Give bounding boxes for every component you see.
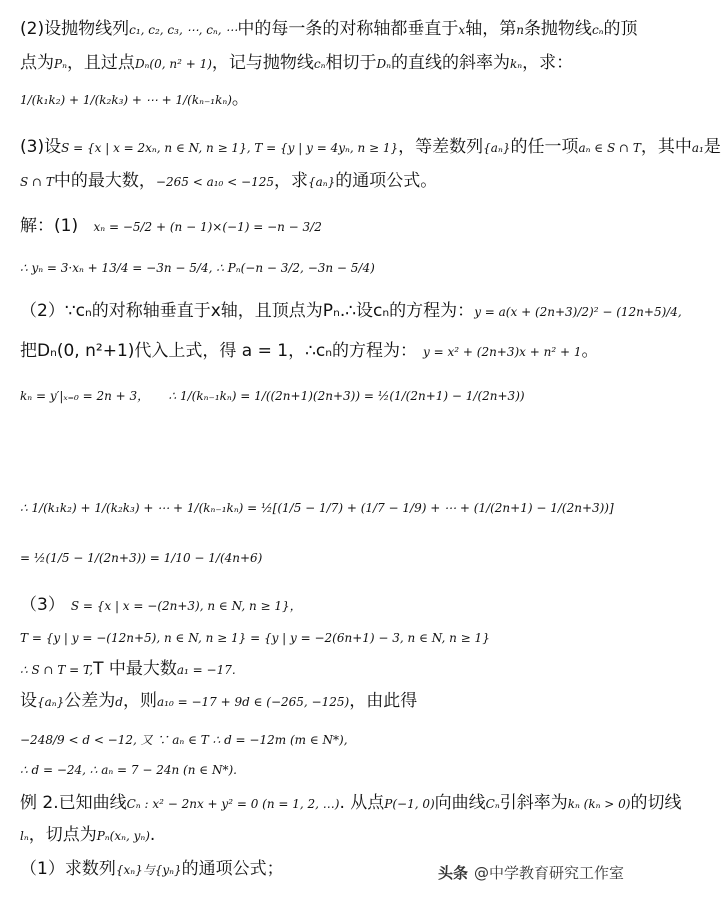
text: 是 [703,137,721,157]
text: 公差为 [64,691,116,711]
text: 引斜率为 [499,793,568,813]
var-dn: Dₙ [376,57,391,71]
solution-2-line-1 [20,300,682,323]
var-kn: kₙ (kₙ > 0) [567,797,631,811]
solution-3-line-5 [20,728,348,751]
problem-2-line-2 [20,52,573,75]
problem-3-line-2 [20,170,437,193]
sum-result: = ½(1/5 − 1/(2n+3)) = 1/10 − 1/(4n+6) [20,551,263,565]
example-2-question-1 [20,858,284,881]
sum-expression: 1/(k₁k₂) + 1/(k₂k₃) + ⋯ + 1/(kₙ₋₁kₙ) [20,93,232,107]
set-definitions: S = {x | x = 2xₙ, n ∈ N, n ≥ 1}, T = {y | y = 4yₙ, n ≥ 1} [61,141,399,155]
var-n: n [516,23,524,37]
watermark-account: @中学教育研究工作室 [473,864,624,882]
set-s: S = {x | x = −(2n+3), n ∈ N, n ≥ 1}， [70,599,302,613]
kn-fraction: ∴ 1/(kₙ₋₁kₙ) = 1/((2n+1)(2n+3)) = ½(1/(2n+1) − 1/(2n+3)) [168,389,525,403]
text: 的通项公式。 [335,171,438,191]
intersection: S ∩ T [20,175,54,189]
text: 的顶 [603,19,638,39]
solution-1-line-1 [20,215,322,238]
solution-label: 解：(1) [20,216,79,236]
text: 点为 [20,53,54,73]
solution-3-line-4 [20,690,417,713]
problem-3-line-1 [20,136,721,159]
var-ln: lₙ [20,829,29,843]
d-range: −248/9 < d < −12, 又 ∵ aₙ ∈ T ∴ d = −12m (m ∈ N*), [20,733,348,747]
sequence-an: {aₙ} [307,175,336,189]
solution-3-line-2 [20,626,490,649]
text: ，其中 [640,137,692,157]
solution-2-line-3 [20,384,525,407]
a10-range: −265 < a₁₀ < −125 [155,175,274,189]
sequence-an: {aₙ} [37,695,65,709]
text: T 中最大数 [93,659,177,679]
watermark [438,862,624,883]
text: 。 [231,89,249,109]
yn-formula: ∴ yₙ = 3·xₙ + 13/4 = −3n − 5/4, ∴ Pₙ(−n − 3/2, −3n − 5/4) [20,261,375,275]
text: 条抛物线 [523,19,592,39]
text: 的切线 [630,793,682,813]
an-formula: ∴ d = −24, ∴ aₙ = 7 − 24n (n ∈ N*). [20,763,237,777]
text: ，切点为 [28,825,97,845]
text: 设 [20,691,37,711]
var-d: d [115,695,123,709]
condition: aₙ ∈ S ∩ T [578,141,641,155]
point-pn: Pₙ(xₙ, yₙ) [96,829,150,843]
solution-1-line-2 [20,256,375,279]
telescoping-sum: ∴ 1/(k₁k₂) + 1/(k₂k₃) + ⋯ + 1/(kₙ₋₁kₙ) = ½[(1/5 − 1/7) + (1/7 − 1/9) + ⋯ + (1/(2n+1) − 1/(2n+3))] [20,501,614,515]
parabola-eq: y = x² + (2n+3)x + n² + 1 [423,345,582,359]
text: . [149,825,156,845]
solution-2-line-2 [20,340,598,363]
text: ，且过点 [66,53,135,73]
text: ，等差数列 [398,137,484,157]
point-p: P(−1, 0) [384,797,435,811]
var-cn: Cₙ [485,797,500,811]
solution-3-line-3 [20,658,236,681]
text: ，由此得 [349,691,418,711]
text: 轴，第 [465,19,517,39]
text: ，求 [273,171,308,191]
text: 中的每一条的对称轴都垂直于 [237,19,459,39]
text: 中的最大数， [53,171,156,191]
var-pn: Pₙ [54,57,67,71]
intersection-result: ∴ S ∩ T = T, [20,663,94,677]
solution-2-sum-1 [20,496,614,519]
kn-formula: kₙ = y′|ₓ₌₀ = 2n + 3， [20,389,150,403]
text: 的通项公式； [181,859,284,879]
set-t: T = {y | y = −(12n+5), n ∈ N, n ≥ 1} = {y | y = −2(6n+1) − 3, n ∈ N, n ≥ 1} [20,631,490,645]
point-dn: Dₙ(0, n² + 1) [134,57,212,71]
var-a1: a₁ [691,141,704,155]
curve-eq: Cₙ : x² − 2nx + y² = 0 (n = 1, 2, …) [126,797,340,811]
var-cn: cₙ [591,23,604,37]
example-2-label: 例 2.已知曲线 [20,793,127,813]
solution-3-line-1 [20,594,302,617]
text: 的任一项 [510,137,579,157]
parabola-general-eq: y = a(x + (2n+3)/2)² − (12n+5)/4, [474,305,682,319]
problem-2-sum [20,88,249,111]
var-kn: kₙ [509,57,523,71]
xn-formula: xₙ = −5/2 + (n − 1)×(−1) = −n − 3/2 [93,220,322,234]
text: 相切于 [325,53,377,73]
curve-sequence: c₁, c₂, c₃, ⋯, cₙ, ⋯ [129,23,238,37]
var-cn: cₙ [313,57,326,71]
solution-2-sum-2 [20,546,262,569]
text: ，求： [522,53,574,73]
problem-3-label: (3)设 [20,137,62,157]
text: 把Dₙ(0, n²+1)代入上式，得 a = 1，∴cₙ的方程为： [20,341,418,361]
text: 向曲线 [434,793,486,813]
problem-2-line-1 [20,18,638,41]
sequence-an: {aₙ} [483,141,511,155]
problem-2-label: (2)设抛物线列 [20,19,130,39]
text: ，记与抛物线 [211,53,314,73]
example-2-line-1 [20,792,681,815]
text: . 从点 [339,793,385,813]
sequences: {xₙ}与{yₙ} [115,863,182,877]
a10-expression: a₁₀ = −17 + 9d ∈ (−265, −125) [156,695,350,709]
watermark-source: 头条 [437,864,468,882]
a1-value: a₁ = −17. [176,663,236,677]
text: 。 [581,341,599,361]
text: （2）∵cₙ的对称轴垂直于x轴，且顶点为Pₙ.∴设cₙ的方程为： [20,301,475,321]
example-2-line-2 [20,824,155,847]
text: （1）求数列 [20,859,116,879]
text: 的直线的斜率为 [390,53,510,73]
var-x: x [458,23,466,37]
text: ，则 [122,691,157,711]
solution-3-line-6 [20,758,237,781]
solution-3-label: （3） [20,595,65,615]
